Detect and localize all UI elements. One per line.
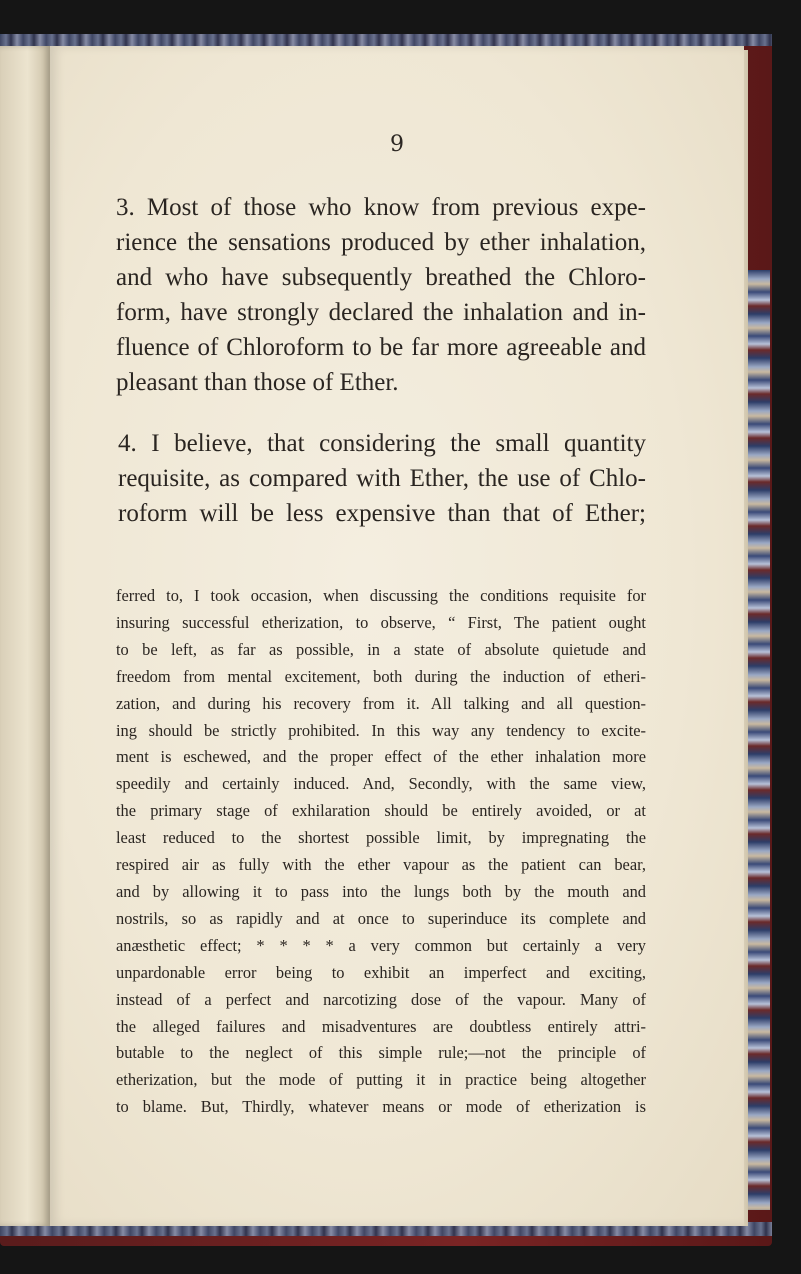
book-page xyxy=(50,46,744,1226)
marbled-edge-top xyxy=(0,34,772,46)
footnote-line: ing should be strictly prohibited. In this way any tendency to excite- xyxy=(116,720,646,740)
footnote-line: speedily and certainly induced. And, Secondly, with the same view, xyxy=(116,774,646,794)
page-number: 9 xyxy=(390,132,404,157)
paragraph-4 xyxy=(118,426,646,531)
footnote-line: the alleged failures and misadventures are doubtless entirely attri- xyxy=(116,1016,646,1036)
footnote-line: freedom from mental excitement, both during the induction of etheri- xyxy=(116,666,646,686)
text-line: and who have subsequently breathed the Chloro- xyxy=(116,264,646,291)
footnote-line: and by allowing it to pass into the lungs both by the mouth and xyxy=(116,881,646,901)
text-line: rience the sensations produced by ether inhalation, xyxy=(116,229,646,256)
text-line: 4. I believe, that considering the small quantity xyxy=(118,430,646,457)
footnote-line: respired air as fully with the ether vapour as the patient can bear, xyxy=(116,855,646,875)
paragraph-3 xyxy=(116,190,646,400)
footnote-line: zation, and during his recovery from it. All talking and all question- xyxy=(116,693,646,713)
footnote xyxy=(116,583,646,1121)
text-line: fluence of Chloroform to be far more agreeable and xyxy=(116,334,646,361)
text-line: form, have strongly declared the inhalation and in- xyxy=(116,299,646,326)
footnote-line: to be left, as far as possible, in a state of absolute quietude and xyxy=(116,639,646,659)
footnote-line: instead of a perfect and narcotizing dose of the vapour. Many of xyxy=(116,989,646,1009)
footnote-line: unpardonable error being to exhibit an imperfect and exciting, xyxy=(116,962,646,982)
footnote-line: the primary stage of exhilaration should be entirely avoided, or at xyxy=(116,801,646,821)
text-line: 3. Most of those who know from previous expe- xyxy=(116,194,646,221)
text-line: requisite, as compared with Ether, the use of Chlo- xyxy=(118,465,646,492)
text-line: roform will be less expensive than that of Ether; xyxy=(118,500,646,527)
footnote-line: nostrils, so as rapidly and at once to superinduce its complete and xyxy=(116,908,646,928)
footnote-line: ment is eschewed, and the proper effect of the ether inhalation more xyxy=(116,747,646,767)
footnote-line: anæsthetic effect; * * * * a very common but certainly a very xyxy=(116,935,646,955)
text-line: pleasant than those of Ether. xyxy=(116,369,399,396)
facing-page-edge xyxy=(0,46,50,1226)
footnote-line: butable to the neglect of this simple rule;—not the principle of xyxy=(116,1043,646,1063)
footnote-line: insuring successful etherization, to observe, “ First, The patient ought xyxy=(116,612,646,632)
footnote-line: ferred to, I took occasion, when discussing the conditions requisite for xyxy=(116,586,646,605)
footnote-line: etherization, but the mode of putting it in practice being altogether xyxy=(116,1070,646,1090)
footnote-line: least reduced to the shortest possible limit, by impregnating the xyxy=(116,828,646,848)
marbled-edge-right xyxy=(748,270,770,1210)
footnote-line: to blame. But, Thirdly, whatever means or mode of etherization is xyxy=(116,1097,646,1117)
